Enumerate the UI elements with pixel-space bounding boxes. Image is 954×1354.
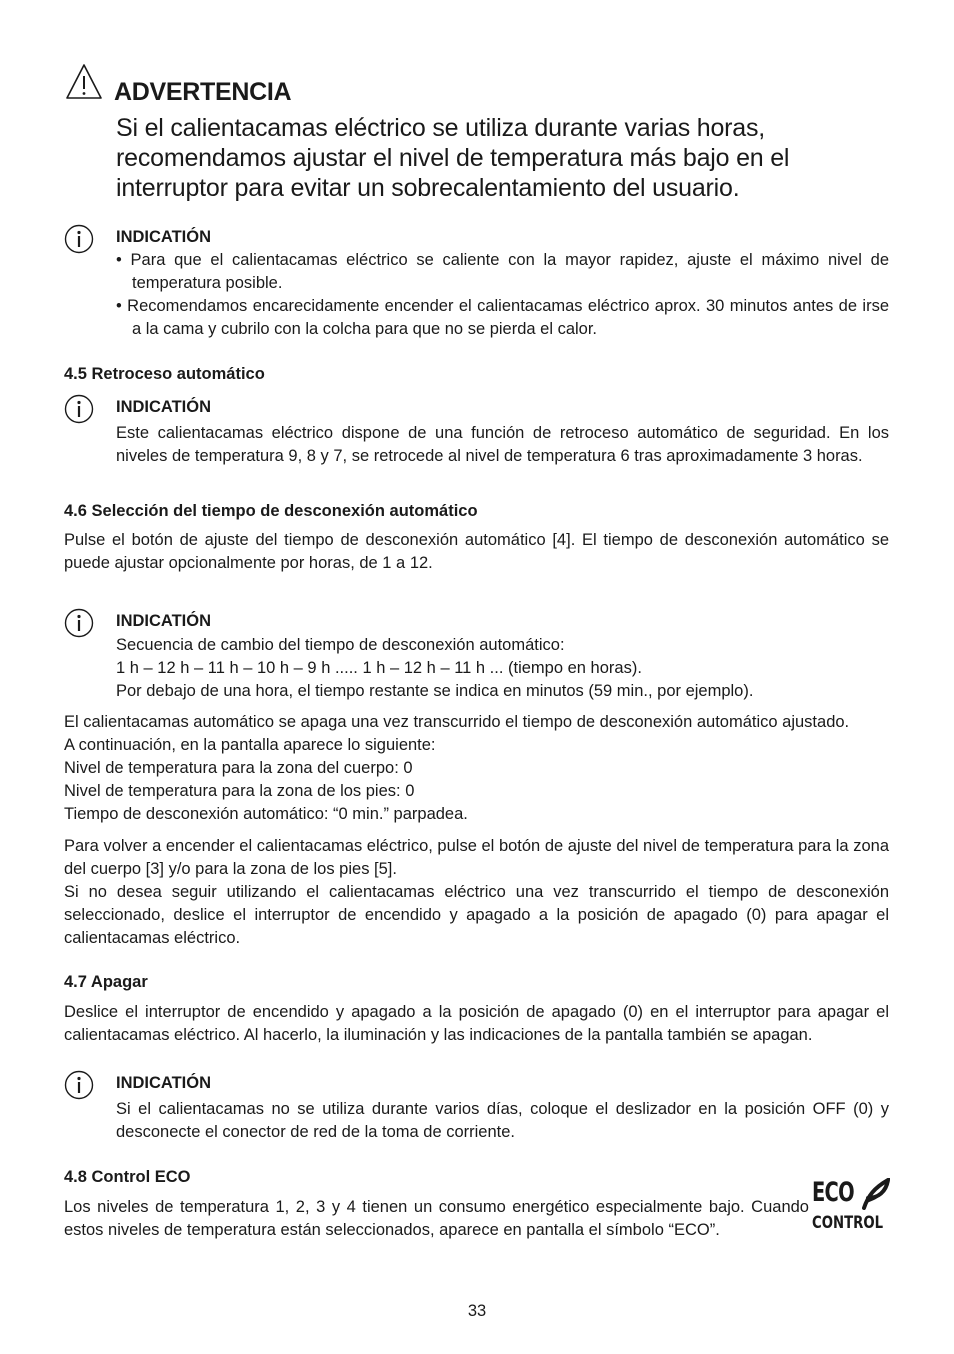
section-4-5-heading: 4.5 Retroceso automático <box>64 365 265 383</box>
page-number: 33 <box>467 1302 487 1320</box>
paragraph: Si no desea seguir utilizando el calientacamas eléctrico una vez transcurrido el tiempo de desconexión seleccionado, deslice el interruptor de encendido y apagado a la posición de apagado (0) para apagar el calientacamas eléctrico. <box>64 883 889 947</box>
note-4-7-title: INDICATIÓN <box>116 1074 212 1092</box>
text-line: El calientacamas automático se apaga una vez transcurrido el tiempo de desconexión automático ajustado. <box>64 713 850 731</box>
section-4-8-heading: 4.8 Control ECO <box>64 1168 191 1186</box>
leaf-icon <box>862 1178 890 1210</box>
control-logo-text: CONTROL <box>812 1213 884 1233</box>
note-4-7-text: Si el calientacamas no se utiliza durante varios días, coloque el deslizador en la posición OFF (0) y desconecte el conector de red de la toma de corriente. <box>116 1100 889 1141</box>
section-4-6-intro: Pulse el botón de ajuste del tiempo de desconexión automático [4]. El tiempo de desconexión automático se puede ajustar opcionalmente por horas, de 1 a 12. <box>64 531 889 572</box>
note1-list <box>116 249 889 341</box>
note-line: Por debajo de una hora, el tiempo restante se indica en minutos (59 min., por ejemplo). <box>116 682 754 700</box>
note-4-6-title: INDICATIÓN <box>116 612 212 630</box>
info-icon <box>64 1070 94 1100</box>
section-4-7-text: Deslice el interruptor de encendido y apagado a la posición de apagado (0) en el interruptor para apagar el calientacamas eléctrico. Al hacerlo, la iluminación y las indicaciones de la pantalla también se apagan. <box>64 1003 889 1044</box>
note-4-5-title: INDICATIÓN <box>116 398 212 416</box>
text-line: A continuación, en la pantalla aparece lo siguiente: <box>64 736 436 754</box>
note-line: Secuencia de cambio del tiempo de desconexión automático: <box>116 636 565 654</box>
warning-icon <box>64 62 104 102</box>
section-4-6-heading: 4.6 Selección del tiempo de desconexión automático <box>64 502 478 520</box>
text-line: Tiempo de desconexión automático: “0 min.” parpadea. <box>64 805 468 823</box>
text-line: Nivel de temperatura para la zona de los pies: 0 <box>64 782 415 800</box>
list-item: • Para que el calientacamas eléctrico se caliente con la mayor rapidez, ajuste el máximo nivel de temperatura posible. <box>116 251 889 292</box>
section-4-7-heading: 4.7 Apagar <box>64 973 148 991</box>
note-4-5-text: Este calientacamas eléctrico dispone de una función de retroceso automático de seguridad. En los niveles de temperatura 9, 8 y 7, se retrocede al nivel de temperatura 6 tras aproximadamente 3 horas. <box>116 424 889 465</box>
section-4-8-text: Los niveles de temperatura 1, 2, 3 y 4 tienen un consumo energético especialmente bajo. Cuando estos niveles de temperatura están seleccionados, aparece en pantalla el símbolo “ECO”. <box>64 1198 809 1239</box>
note-line: 1 h – 12 h – 11 h – 10 h – 9 h ..... 1 h – 12 h – 11 h ... (tiempo en horas). <box>116 659 642 677</box>
eco-control-logo <box>812 1178 892 1238</box>
text-line: Nivel de temperatura para la zona del cuerpo: 0 <box>64 759 413 777</box>
warning-text: Si el calientacamas eléctrico se utiliza durante varias horas, recomendamos ajustar el nivel de temperatura más bajo en el interruptor para evitar un sobrecalentamiento del usuario. <box>116 114 790 202</box>
warning-title: ADVERTENCIA <box>114 78 292 106</box>
info-icon <box>64 394 94 424</box>
info-icon <box>64 224 94 254</box>
section-4-6-para2 <box>64 835 889 950</box>
info-icon <box>64 608 94 638</box>
paragraph: Para volver a encender el calientacamas eléctrico, pulse el botón de ajuste del nivel de temperatura para la zona del cuerpo [3] y/o para la zona de los pies [5]. <box>64 837 889 878</box>
list-item: • Recomendamos encarecidamente encender el calientacamas eléctrico aprox. 30 minutos antes de irse a la cama y cubrilo con la colcha para que no se pierda el calor. <box>116 297 889 338</box>
note-4-6-lines <box>116 634 889 703</box>
section-4-6-after <box>64 711 889 826</box>
eco-logo-text: ECO <box>812 1177 854 1208</box>
note1-title: INDICATIÓN <box>116 228 212 246</box>
